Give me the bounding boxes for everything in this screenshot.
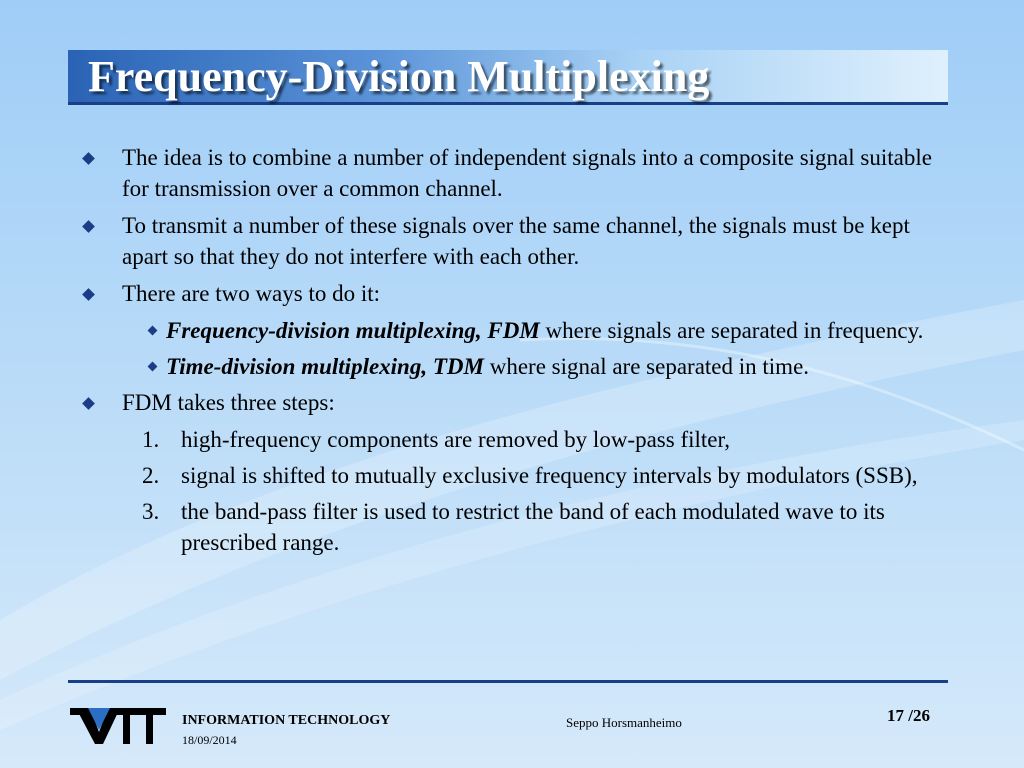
step-number: 2. [142, 463, 160, 488]
step-text: high-frequency components are removed by low-pass filter, [181, 427, 730, 452]
step-text: signal is shifted to mutually exclusive frequency intervals by modulators (SSB), [181, 463, 918, 488]
numbered-step [80, 496, 960, 558]
sub-bullet-item [80, 351, 960, 382]
step-number: 1. [142, 427, 160, 452]
vtt-logo [70, 698, 166, 746]
diamond-bullet-icon [82, 220, 95, 233]
diamond-bullet-icon [148, 362, 158, 372]
diamond-bullet-icon [148, 326, 158, 336]
footer-organization: INFORMATION TECHNOLOGY [182, 713, 391, 728]
step-text: the band-pass filter is used to restrict the band of each modulated wave to its prescribed range. [181, 499, 885, 555]
bullet-item [80, 142, 960, 204]
bullet-item [80, 278, 960, 309]
slide-title: Frequency-Division Multiplexing [88, 52, 710, 101]
footer-rule [68, 680, 948, 683]
bullet-text: FDM takes three steps: [122, 390, 335, 415]
diamond-bullet-icon [82, 152, 95, 165]
bullet-text: To transmit a number of these signals over the same channel, the signals must be kept apart so that they do not interfere with each other. [122, 213, 910, 269]
diamond-bullet-icon [82, 288, 95, 301]
sub-bullet-term: Frequency-division multiplexing, FDM [166, 318, 540, 343]
numbered-step [80, 424, 960, 455]
sub-bullet-term: Time-division multiplexing, TDM [166, 354, 484, 379]
diamond-bullet-icon [82, 397, 95, 410]
sub-bullet-text: where signals are separated in frequency. [539, 318, 924, 343]
slide-body [80, 142, 960, 563]
bullet-text: There are two ways to do it: [122, 281, 381, 306]
bullet-item [80, 387, 960, 418]
bullet-text: The idea is to combine a number of independent signals into a composite signal suitable for transmission over a common channel. [122, 145, 932, 201]
bullet-item [80, 210, 960, 272]
sub-bullet-text: where signal are separated in time. [483, 354, 810, 379]
page-number: 17 /26 [887, 706, 930, 725]
numbered-step [80, 460, 960, 491]
footer-author: Seppo Horsmanheimo [566, 715, 682, 730]
footer-date: 18/09/2014 [182, 733, 237, 747]
step-number: 3. [142, 499, 160, 524]
sub-bullet-item [80, 315, 960, 346]
